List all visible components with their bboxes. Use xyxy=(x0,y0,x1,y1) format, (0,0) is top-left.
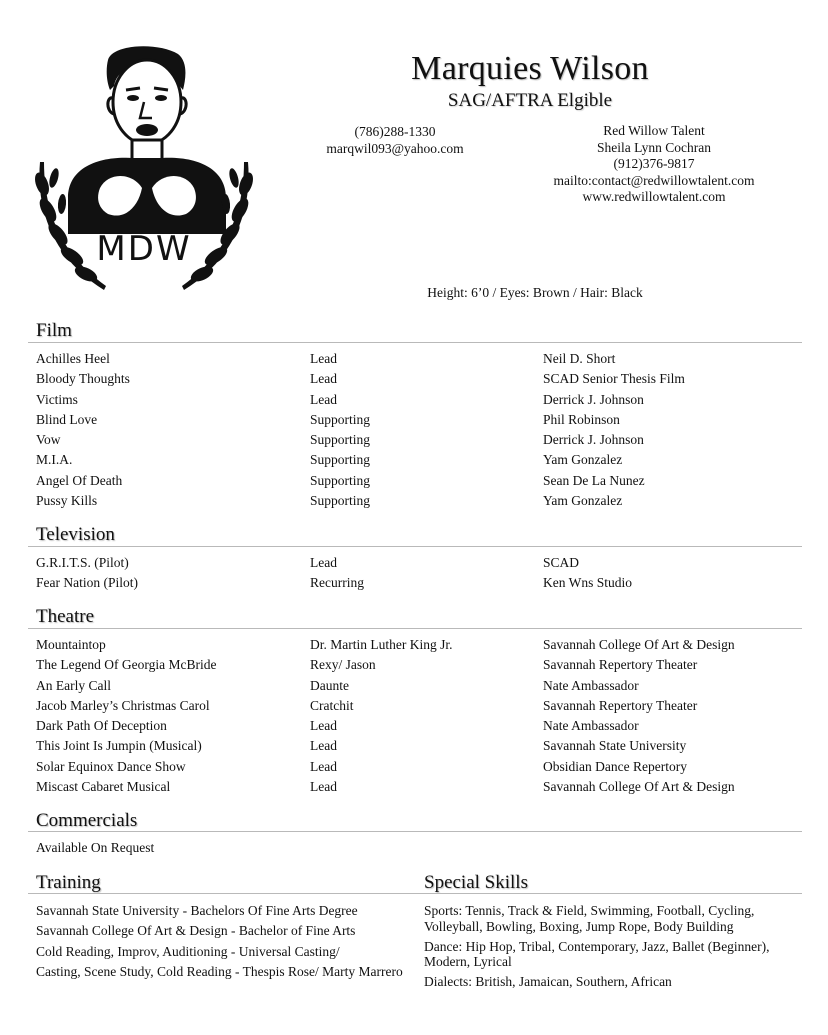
table-row xyxy=(36,573,806,593)
union-status: SAG/AFTRA Elgible xyxy=(447,90,613,111)
logo-monogram: MDW xyxy=(96,229,192,269)
agency-block xyxy=(532,123,776,206)
list-item: Dance: Hip Hop, Tribal, Contemporary, Jazz, Ballet (Beginner), Modern, Lyrical xyxy=(424,938,770,969)
credit-project: Mountaintop xyxy=(36,637,106,652)
table-row xyxy=(36,390,806,410)
agency-name: Red Willow Talent xyxy=(603,123,705,138)
credit-director: SCAD xyxy=(543,555,580,570)
credit-project: Dark Path Of Deception xyxy=(36,718,167,734)
section-divider xyxy=(28,893,802,894)
table-row xyxy=(36,777,806,797)
credit-project: Victims xyxy=(36,391,78,407)
table-row xyxy=(36,471,806,491)
credit-project: Solar Equinox Dance Show xyxy=(36,758,186,774)
section-title-film: Film xyxy=(36,320,72,341)
physical-stats: Height: 6’0 / Eyes: Brown / Hair: Black xyxy=(427,285,643,300)
credit-director: Sean De La Nunez xyxy=(543,472,645,488)
table-row xyxy=(36,369,806,389)
credit-role: Lead xyxy=(310,371,337,387)
phone-number: (786)288-1330 xyxy=(354,124,436,139)
credit-director: Yam Gonzalez xyxy=(543,452,623,468)
credit-role: Daunte xyxy=(310,677,349,693)
credit-role: Lead xyxy=(310,779,337,795)
credit-director: Nate Ambassador xyxy=(543,677,639,693)
credit-project: This Joint Is Jumpin (Musical) xyxy=(36,738,202,754)
credit-project: Bloody Thoughts xyxy=(36,371,130,387)
credit-project: Achilles Heel xyxy=(36,351,110,366)
credit-project: Miscast Cabaret Musical xyxy=(36,779,171,795)
credit-role: Lead xyxy=(310,758,337,774)
skills-list xyxy=(424,903,796,994)
credit-role: Lead xyxy=(310,738,337,754)
credit-project: Vow xyxy=(36,432,61,448)
credit-project: The Legend Of Georgia McBride xyxy=(36,657,217,673)
email-address[interactable]: marqwil093@yahoo.com xyxy=(326,141,464,156)
credit-role: Cratchit xyxy=(310,697,354,713)
film-credits xyxy=(36,349,806,511)
credit-director: Savannah Repertory Theater xyxy=(543,697,698,713)
credit-director: Savannah College Of Art & Design xyxy=(543,779,735,795)
list-item: Casting, Scene Study, Cold Reading - Thespis Rose/ Marty Marrero xyxy=(36,963,403,979)
table-row xyxy=(36,716,806,736)
credit-project: M.I.A. xyxy=(36,452,73,468)
table-row xyxy=(36,696,806,716)
table-row xyxy=(36,553,806,573)
section-title-commercials: Commercials xyxy=(36,810,138,831)
credit-role: Supporting xyxy=(310,452,371,468)
television-credits xyxy=(36,553,806,594)
credit-director: Derrick J. Johnson xyxy=(543,391,644,407)
logo xyxy=(28,38,260,300)
agency-website[interactable]: www.redwillowtalent.com xyxy=(582,189,726,205)
credit-director: Savannah College Of Art & Design xyxy=(543,637,735,652)
credit-project: Blind Love xyxy=(36,411,98,427)
contact-block xyxy=(300,123,490,157)
credit-director: Ken Wns Studio xyxy=(543,575,633,591)
credit-role: Rexy/ Jason xyxy=(310,657,376,673)
table-row xyxy=(36,349,806,369)
credit-role: Dr. Martin Luther King Jr. xyxy=(310,637,453,652)
theatre-credits xyxy=(36,635,806,797)
commercials-note: Available On Request xyxy=(36,840,155,855)
credit-project: Jacob Marley’s Christmas Carol xyxy=(36,697,210,713)
list-item: Savannah State University - Bachelors Of Fine Arts Degree xyxy=(36,903,358,918)
credit-role: Lead xyxy=(310,555,337,570)
agency-email[interactable]: mailto:contact@redwillowtalent.com xyxy=(553,172,755,188)
credit-director: Savannah Repertory Theater xyxy=(543,657,698,673)
portrait-illustration xyxy=(28,38,260,300)
agency-phone: (912)376-9817 xyxy=(613,156,695,172)
table-row xyxy=(36,450,806,470)
section-title-training: Training xyxy=(36,872,101,893)
list-item: Sports: Tennis, Track & Field, Swimming, Football, Cycling, Volleyball, Bowling, Boxing, Jump Rope, Body Building xyxy=(424,903,755,934)
credit-director: Phil Robinson xyxy=(543,411,620,427)
credit-director: Yam Gonzalez xyxy=(543,493,623,509)
credit-project: G.R.I.T.S. (Pilot) xyxy=(36,555,129,570)
credit-role: Lead xyxy=(310,351,337,366)
credit-role: Recurring xyxy=(310,575,364,591)
actor-name: Marquies Wilson xyxy=(411,50,649,87)
credit-director: Derrick J. Johnson xyxy=(543,432,644,448)
section-divider xyxy=(28,342,802,343)
credit-role: Supporting xyxy=(310,411,371,427)
credit-project: Pussy Kills xyxy=(36,493,98,509)
table-row xyxy=(36,491,806,511)
table-row xyxy=(36,676,806,696)
training-list xyxy=(36,901,416,982)
section-divider xyxy=(28,628,802,629)
table-row xyxy=(36,655,806,675)
section-title-theatre: Theatre xyxy=(36,606,95,627)
credit-role: Lead xyxy=(310,391,337,407)
section-title-television: Television xyxy=(36,524,115,545)
credit-project: Fear Nation (Pilot) xyxy=(36,575,138,591)
credit-role: Supporting xyxy=(310,432,371,448)
table-row xyxy=(36,757,806,777)
credit-director: Nate Ambassador xyxy=(543,718,639,734)
agent-name: Sheila Lynn Cochran xyxy=(597,139,711,155)
section-title-special-skills: Special Skills xyxy=(424,872,528,893)
list-item: Savannah College Of Art & Design - Bachelor of Fine Arts xyxy=(36,923,356,939)
credit-role: Lead xyxy=(310,718,337,734)
credit-director: Obsidian Dance Repertory xyxy=(543,758,687,774)
credit-project: An Early Call xyxy=(36,677,111,693)
credit-role: Supporting xyxy=(310,493,371,509)
table-row xyxy=(36,736,806,756)
credit-project: Angel Of Death xyxy=(36,472,123,488)
credit-director: Neil D. Short xyxy=(543,351,616,366)
table-row xyxy=(36,410,806,430)
credit-director: SCAD Senior Thesis Film xyxy=(543,371,685,387)
credit-director: Savannah State University xyxy=(543,738,687,754)
list-item: Dialects: British, Jamaican, Southern, African xyxy=(424,974,672,989)
section-divider xyxy=(28,546,802,547)
table-row xyxy=(36,635,806,655)
list-item: Cold Reading, Improv, Auditioning - Universal Casting/ xyxy=(36,943,340,959)
table-row xyxy=(36,430,806,450)
credit-role: Supporting xyxy=(310,472,371,488)
section-divider xyxy=(28,831,802,832)
